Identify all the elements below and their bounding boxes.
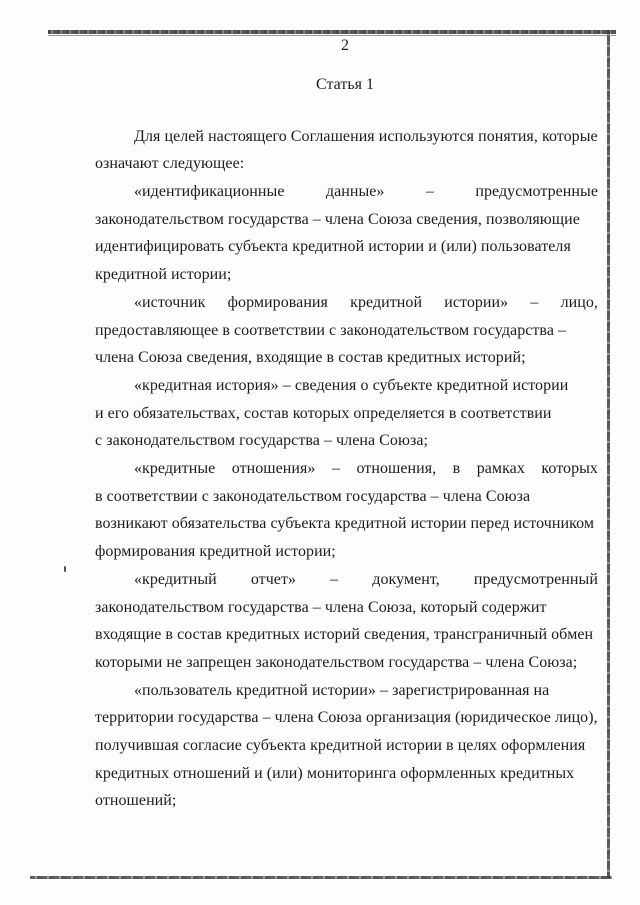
text-line: «пользователь кредитной истории» – зарегистрированная на	[134, 682, 550, 699]
text-line: входящие в состав кредитных историй сведения, трансграничный обмен	[95, 626, 594, 643]
word: –	[330, 571, 339, 588]
word: рамках	[476, 460, 525, 477]
scan-border-top	[48, 30, 616, 34]
word: отношения,	[356, 460, 437, 477]
text-line: которыми не запрещен законодательством государства – члена Союза;	[95, 654, 578, 671]
text-line	[95, 237, 598, 257]
word: «кредитный	[134, 571, 217, 588]
text-line: отношений;	[95, 792, 177, 809]
text-line: члена Союза сведения, входящие в состав кредитных историй;	[95, 349, 526, 366]
word: предусмотренные	[475, 183, 598, 200]
article-title: Статья 1	[316, 76, 374, 93]
word: которых	[541, 460, 598, 477]
text-line-content: Для целей настоящего Соглашения используются понятия, которые	[134, 128, 598, 145]
scan-border-bottom	[30, 876, 612, 879]
text-line: в соответствии с законодательством государства – члена Союза	[95, 488, 531, 505]
word: «кредитные	[134, 460, 216, 477]
text-line: означают следующее:	[95, 155, 245, 172]
word: отчет»	[250, 571, 297, 588]
word: «источник	[134, 294, 206, 311]
text-line-justified	[134, 459, 598, 479]
text-line: формирования кредитной истории;	[95, 543, 336, 560]
word: –	[530, 294, 539, 311]
text-line-justified	[134, 570, 598, 590]
word: отношения»	[231, 460, 316, 477]
text-line: кредитных отношений и (или) мониторинга оформленных кредитных	[95, 765, 575, 782]
text-line: законодательством государства – члена Союза, который содержит	[95, 599, 547, 616]
word: «идентификационные	[134, 183, 285, 200]
word: данные»	[325, 183, 385, 200]
word: предусмотренный	[473, 571, 598, 588]
page-number: 2	[341, 37, 349, 54]
text-line: предоставляющее в соответствии с законодательством государства –	[95, 322, 567, 339]
text-line: кредитной истории;	[95, 266, 232, 283]
word: в	[452, 460, 461, 477]
text-line-content: законодательством государства – члена Союза сведения, позволяющие	[95, 211, 580, 228]
word: кредитной	[350, 294, 423, 311]
text-line: территории государства – члена Союза организация (юридическое лицо),	[95, 709, 598, 726]
word: лицо,	[560, 294, 598, 311]
scan-speck	[64, 566, 66, 572]
word: –	[331, 460, 340, 477]
text-line: возникают обязательства субъекта кредитной истории перед источником	[95, 515, 595, 532]
scan-border-right	[607, 30, 610, 878]
text-line-justified	[134, 182, 598, 202]
word: документ,	[372, 571, 440, 588]
text-line: с законодательством государства – члена Союза;	[95, 432, 428, 449]
text-line-justified	[134, 293, 598, 313]
word: формирования	[227, 294, 328, 311]
text-line: «кредитная история» – сведения о субъекте кредитной истории	[134, 377, 569, 394]
text-line: получившая согласие субъекта кредитной истории в целях оформления	[95, 737, 586, 754]
text-line: и его обязательствах, состав которых определяется в соответствии	[95, 405, 552, 422]
text-line	[95, 210, 598, 230]
text-line	[134, 127, 598, 147]
word: истории»	[444, 294, 509, 311]
text-line-content: идентифицировать субъекта кредитной истории и (или) пользователя	[95, 238, 571, 255]
word: –	[425, 183, 434, 200]
